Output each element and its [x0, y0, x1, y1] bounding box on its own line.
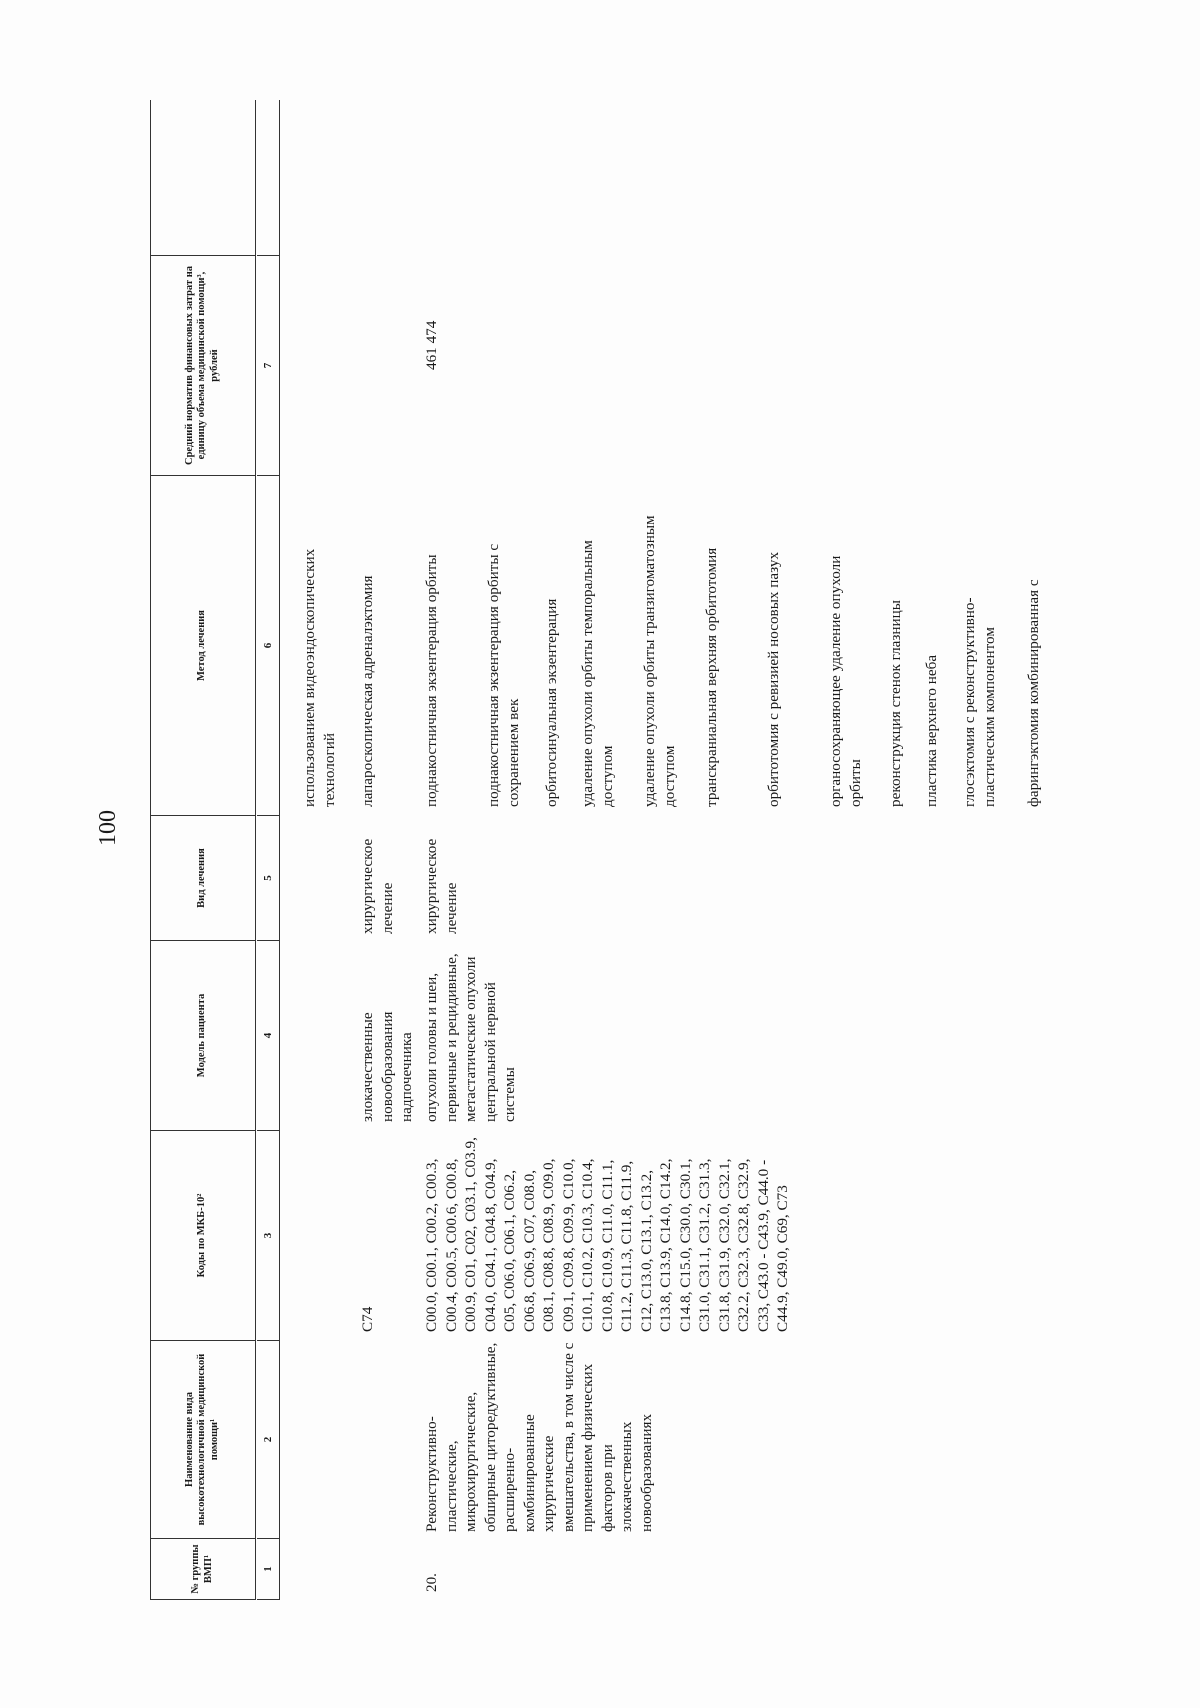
- column-number: 4: [257, 940, 279, 1130]
- group-20-method: реконструкция стенок глазницы: [887, 599, 904, 807]
- c74-method: лапароскопическая адреналэктомия: [359, 575, 376, 807]
- group-20-method: орбитотомия с ревизией носовых пазух: [765, 551, 782, 807]
- c74-codes: С74: [359, 1306, 376, 1332]
- group-20-method: глосэктомия с реконструктивно-пластическим компонентом: [961, 597, 998, 807]
- group-20-method: орбитосинуальная экзентерация: [543, 598, 560, 807]
- group-20-number: 20.: [423, 1573, 440, 1592]
- column-number: 3: [257, 1130, 279, 1340]
- header-divider: [255, 100, 256, 1600]
- header-icd-codes: Коды по МКБ-10²: [150, 1130, 255, 1340]
- column-number: 5: [257, 815, 279, 940]
- header-treatment-method: Метод лечения: [150, 475, 255, 815]
- group-20-method: фарингэктомия комбинированная с: [1025, 579, 1042, 807]
- column-number-divider: [279, 100, 280, 1600]
- c74-treatment-type: хирургическое лечение: [359, 838, 396, 934]
- header-financing-norm: Средний норматив финансовых затрат на единицу объема медицинской помощи³, рублей: [150, 255, 255, 475]
- group-20-method: поднакостничная экзентерация орбиты: [423, 554, 440, 807]
- header-patient-model: Модель пациента: [150, 940, 255, 1130]
- method-continuation: использованием видеоэндоскопических технологий: [301, 548, 338, 807]
- page-number: 100: [95, 810, 121, 846]
- column-number: 6: [257, 475, 279, 815]
- group-20-method: пластика верхнего неба: [923, 654, 940, 807]
- column-number: 2: [257, 1340, 279, 1538]
- column-number: 7: [257, 255, 279, 475]
- group-20-method: удаление опухоли орбиты транзигоматозным доступом: [641, 515, 678, 807]
- group-20-codes: С00.0, С00.1, С00.2, С00.3, С00.4, С00.5, С00.6, С00.8, С00.9, С01, С02, С03.1, С03.9, С04.0, С04.1, С04.8, С04.9, С05, С06.0, С06.1, С06.2, С06.8, С06.9, С07, С08.0, С08.1, С08.8, С08.9, С09.0, С09.1, С09.8, С09.9, С10.0, С10.1, С10.2, С10.3, С10.4, С10.8, С10.9, С11.0, С11.1, С11.2, С11.3, С11.8, С11.9, С12, С13.0, С13.1, С13.2, С13.8, С13.9, С14.0, С14.2, С14.8, С15.0, С30.0, С30.1, С31.0, С31.1, С31.2, С31.3, С31.8, С31.9, С32.0, С32.1, С32.2, С32.3, С32.8, С32.9, С33, С43.0 - С43.9, С44.0 - С44.9, С49.0, С69, С73: [423, 1137, 791, 1332]
- group-20-patient-model: опухоли головы и шеи, первичные и рецидивные, метастатические опухоли центральной нервной системы: [423, 953, 518, 1122]
- group-20-method: поднакостничная экзентерация орбиты с сохранением век: [485, 543, 522, 807]
- group-20-method: транскраниальная верхняя орбитотомия: [703, 547, 720, 807]
- group-20-method: удаление опухоли орбиты темпоральным доступом: [579, 540, 616, 807]
- group-20-method: органосохраняющее удаление опухоли орбиты: [827, 555, 864, 807]
- header-group-number: № группы ВМП¹: [150, 1538, 255, 1600]
- group-20-cost: 461 474: [423, 320, 440, 370]
- column-number: 1: [257, 1538, 279, 1600]
- table: [150, 100, 1100, 1600]
- group-20-treatment-type: хирургическое лечение: [423, 838, 460, 934]
- header-vmp-name: Наименование вида высокотехнологичной медицинской помощи¹: [150, 1340, 255, 1538]
- c74-patient-model: злокачественные новообразования надпочечника: [359, 1011, 415, 1122]
- group-20-name: Реконструктивно-пластические, микрохирургические, обширные циторедуктивные, расширенно-комбинированные хирургические вмешательства, в том числе с применением физических факторов при злокачественных новообразованиях: [423, 1342, 655, 1532]
- header-treatment-type: Вид лечения: [150, 815, 255, 940]
